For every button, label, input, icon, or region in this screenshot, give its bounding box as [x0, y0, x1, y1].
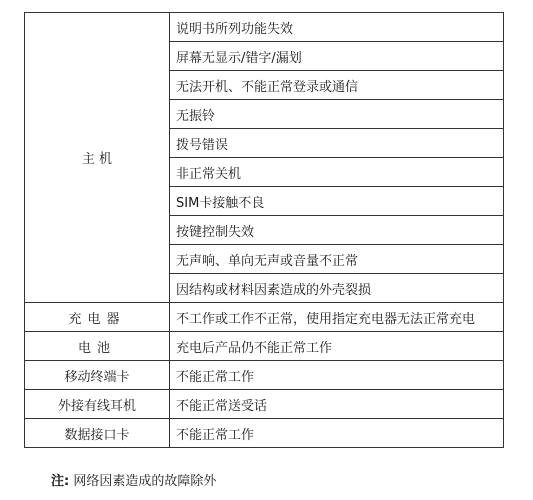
fault-cell: 因结构或材料因素造成的外壳裂损 — [170, 274, 504, 303]
fault-cell: 屏幕无显示/错字/漏划 — [170, 42, 504, 71]
footnote-text: 网络因素造成的故障除外 — [73, 474, 217, 489]
footnote — [51, 470, 216, 489]
fault-cell: 无法开机、不能正常登录或通信 — [170, 71, 504, 100]
fault-cell: 说明书所列功能失效 — [170, 13, 504, 42]
fault-cell: 充电后产品仍不能正常工作 — [170, 332, 504, 361]
part-cell-terminal-card: 移动终端卡 — [25, 361, 170, 390]
fault-cell: 非正常关机 — [170, 158, 504, 187]
table-row — [25, 361, 504, 390]
fault-cell: 无振铃 — [170, 100, 504, 129]
table-row — [25, 419, 504, 448]
fault-cell: 拨号错误 — [170, 129, 504, 158]
part-cell-charger: 充电器 — [25, 303, 170, 332]
fault-cell: 按键控制失效 — [170, 216, 504, 245]
fault-cell: 不能正常工作 — [170, 419, 504, 448]
part-cell-host: 主 机 — [25, 13, 170, 303]
table-row — [25, 390, 504, 419]
part-cell-battery: 电池 — [25, 332, 170, 361]
table-row — [25, 303, 504, 332]
part-cell-wired-headset: 外接有线耳机 — [25, 390, 170, 419]
fault-cell: 不工作或工作不正常，使用指定充电器无法正常充电 — [170, 303, 504, 332]
fault-cell: 无声响、单向无声或音量不正常 — [170, 245, 504, 274]
fault-cell: 不能正常送受话 — [170, 390, 504, 419]
part-cell-data-card: 数据接口卡 — [25, 419, 170, 448]
footnote-label: 注: — [51, 474, 70, 489]
fault-cell: SIM卡接触不良 — [170, 187, 504, 216]
table-row — [25, 332, 504, 361]
table-row — [25, 13, 504, 42]
fault-table — [24, 12, 504, 448]
fault-cell: 不能正常工作 — [170, 361, 504, 390]
